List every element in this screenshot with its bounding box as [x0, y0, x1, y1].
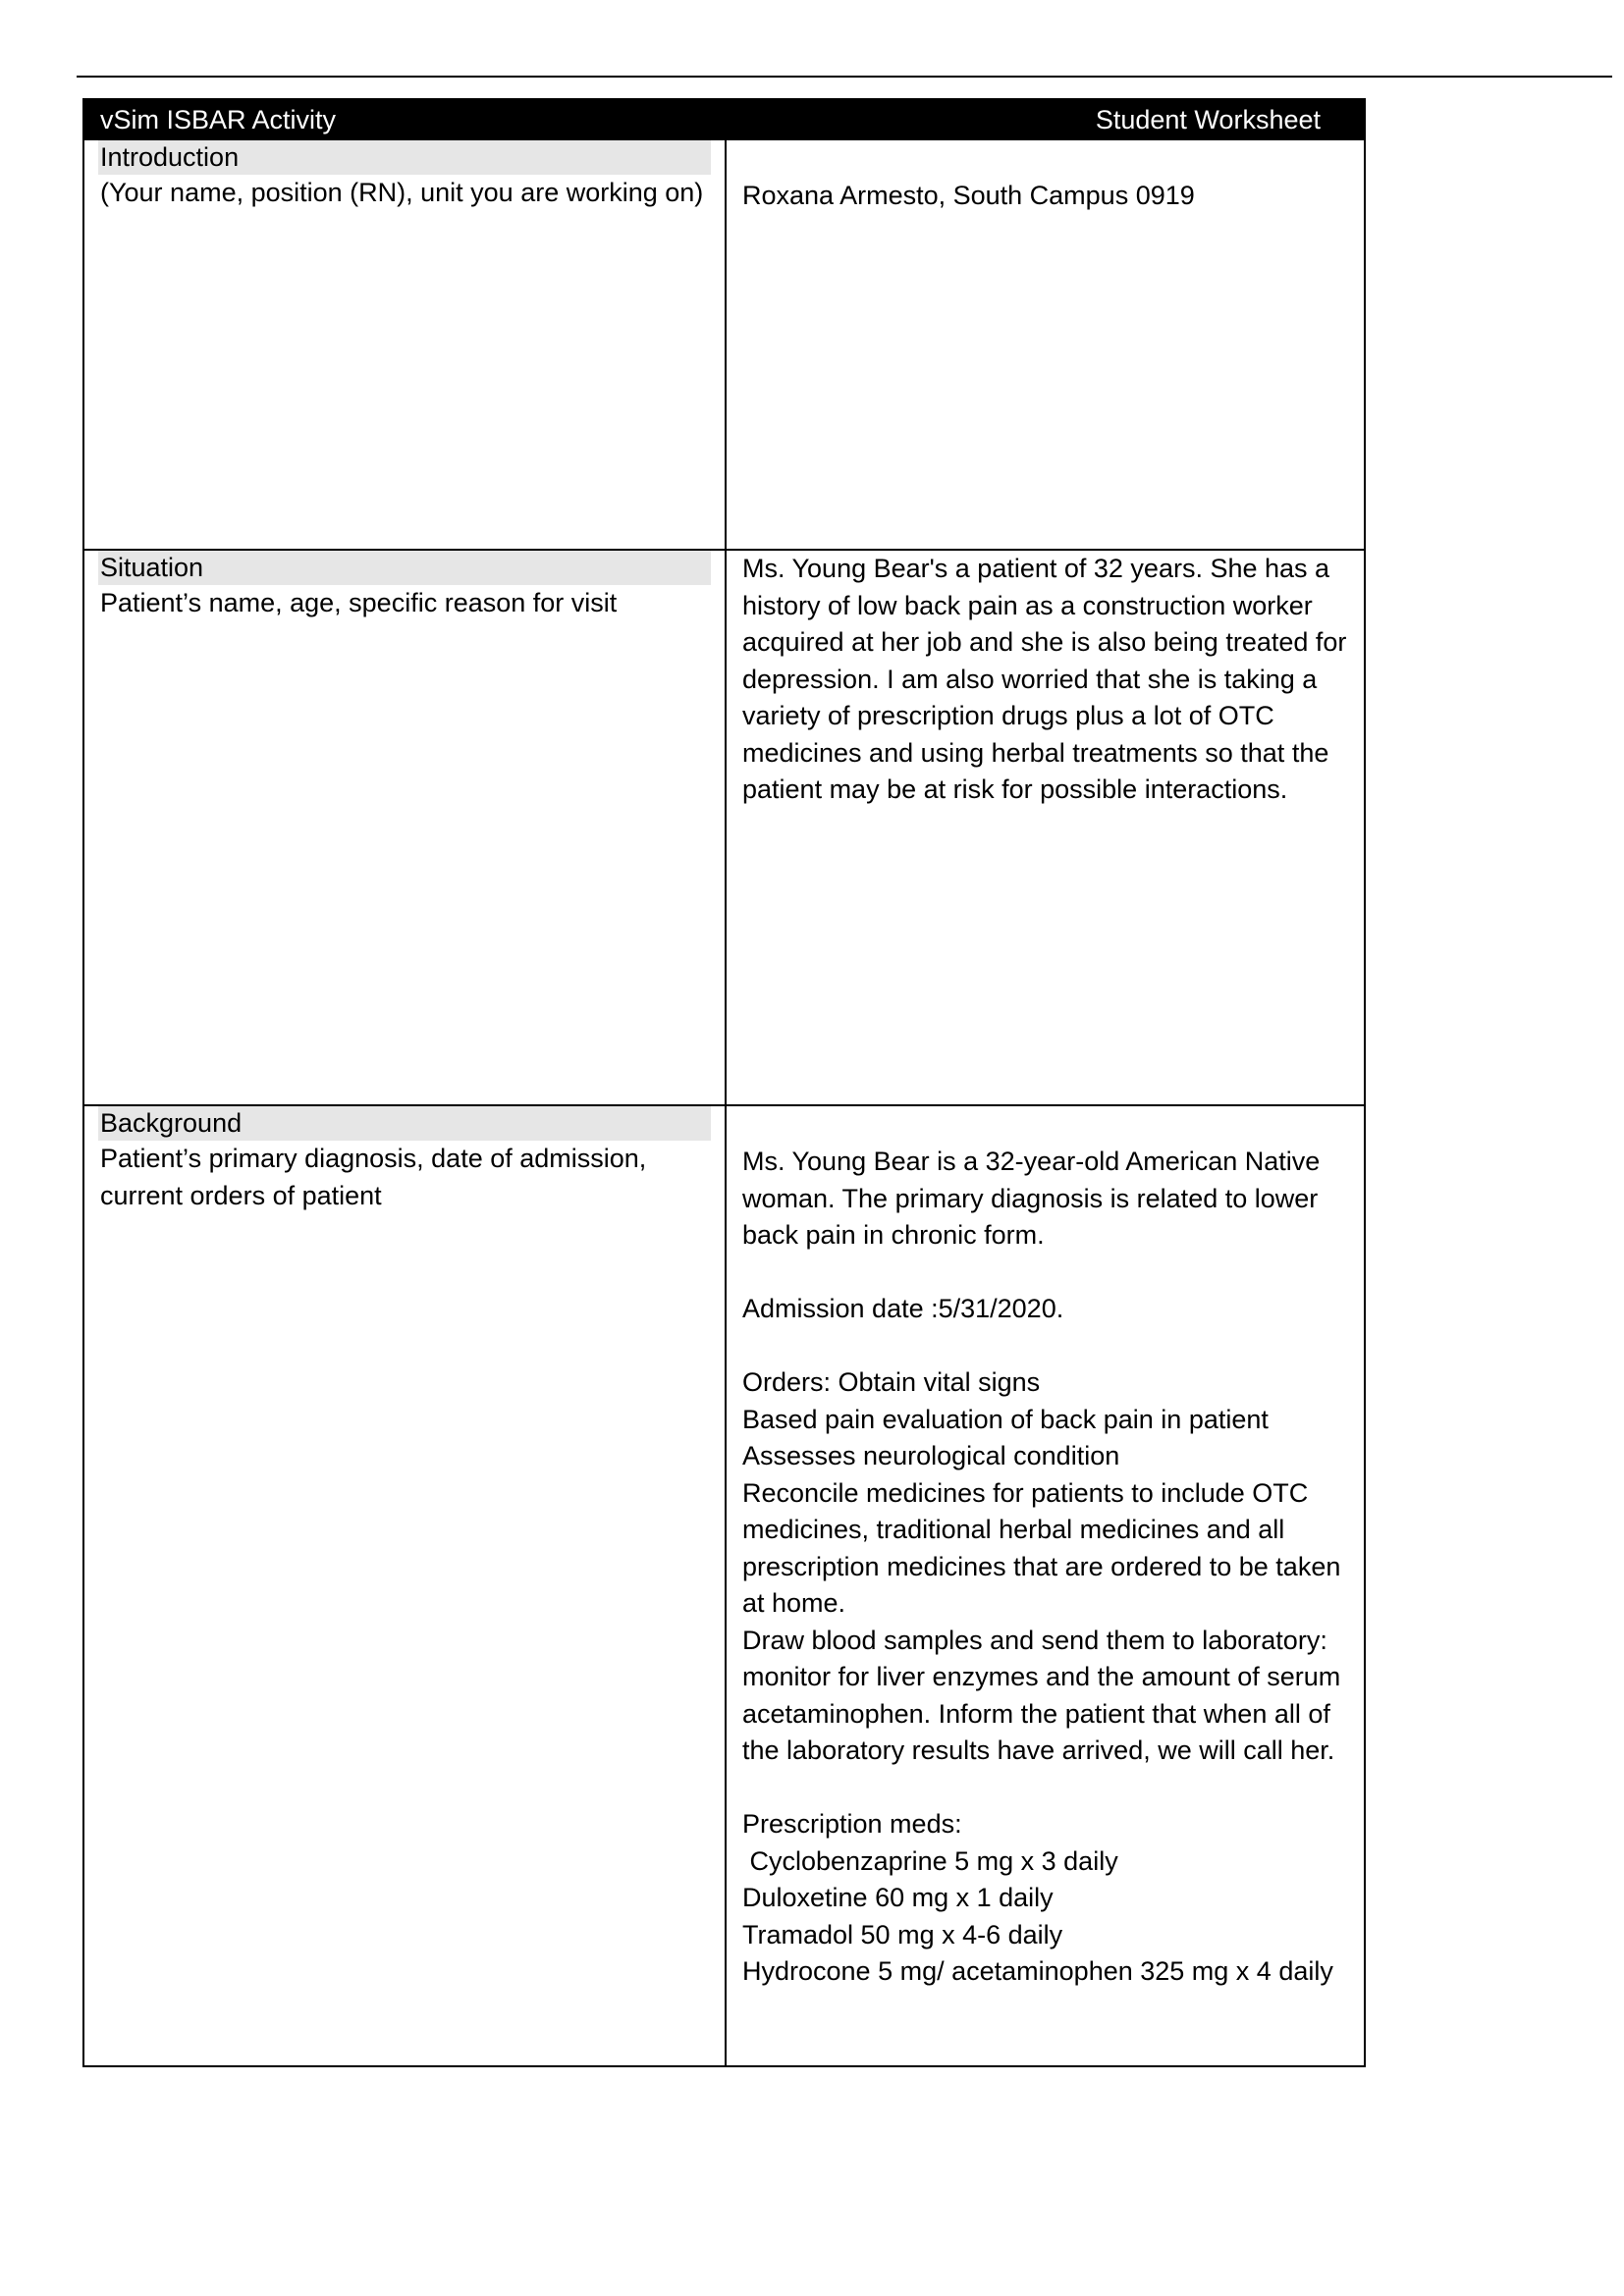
situation-label: Situation [98, 551, 711, 585]
background-diagnosis: Ms. Young Bear is a 32-year-old American Native woman. The primary diagnosis is related to lower back pain in chronic form. [742, 1147, 1321, 1250]
background-order-item: Based pain evaluation of back pain in patient [742, 1404, 1269, 1434]
background-order-item: Orders: Obtain vital signs [742, 1367, 1041, 1397]
situation-prompt: Patient’s name, age, specific reason for visit [100, 588, 618, 617]
header-worksheet-title: Student Worksheet [1095, 105, 1321, 134]
situation-row [84, 549, 1364, 1104]
background-label: Background [98, 1106, 711, 1141]
prescriptions-heading: Prescription meds: [742, 1809, 962, 1839]
introduction-response-cell[interactable] [727, 140, 1364, 549]
situation-response: Ms. Young Bear's a patient of 32 years. She has a history of low back pain as a construction worker acquired at her job and she is also being treated for depression. I am also worried that she is taking a variety of prescription drugs plus a lot of OTC medicines and using herbal treatments so that the patient may be at risk for possible interactions. [742, 554, 1347, 804]
background-prompt: Patient’s primary diagnosis, date of admission, current orders of patient [100, 1144, 647, 1210]
introduction-label: Introduction [98, 140, 711, 175]
prescription-item: Cyclobenzaprine 5 mg x 3 daily [742, 1845, 1118, 1876]
background-order-item: Assesses neurological condition [742, 1441, 1120, 1470]
paragraph-gap [742, 1255, 1350, 1292]
situation-response-cell[interactable] [727, 551, 1364, 1104]
worksheet-header [84, 100, 1364, 140]
background-admission-date: Admission date :5/31/2020. [742, 1294, 1064, 1323]
background-order-item: Draw blood samples and send them to laboratory: monitor for liver enzymes and the amount of serum acetaminophen. Inform the patient that when all of the laboratory results have arrived, we will call her. [742, 1625, 1341, 1765]
background-prompt-cell [84, 1106, 727, 2065]
background-response-cell[interactable] [727, 1106, 1364, 2065]
introduction-prompt-cell [84, 140, 727, 549]
introduction-response: Roxana Armesto, South Campus 0919 [742, 181, 1195, 210]
paragraph-gap [742, 1770, 1350, 1807]
introduction-row [84, 140, 1364, 549]
background-row [84, 1104, 1364, 2065]
background-order-item: Reconcile medicines for patients to include OTC medicines, traditional herbal medicines and all prescription medicines that are ordered to be taken at home. [742, 1477, 1341, 1618]
prescription-item: Duloxetine 60 mg x 1 daily [742, 1883, 1054, 1912]
isbar-worksheet-table [82, 98, 1366, 2067]
header-activity-title: vSim ISBAR Activity [100, 105, 337, 134]
introduction-prompt: (Your name, position (RN), unit you are working on) [100, 178, 704, 207]
prescription-item: Tramadol 50 mg x 4-6 daily [742, 1919, 1063, 1949]
paragraph-gap [742, 1328, 1350, 1365]
top-horizontal-rule [77, 76, 1612, 78]
prescription-item: Hydrocone 5 mg/ acetaminophen 325 mg x 4 daily [742, 1956, 1333, 1986]
situation-prompt-cell [84, 551, 727, 1104]
